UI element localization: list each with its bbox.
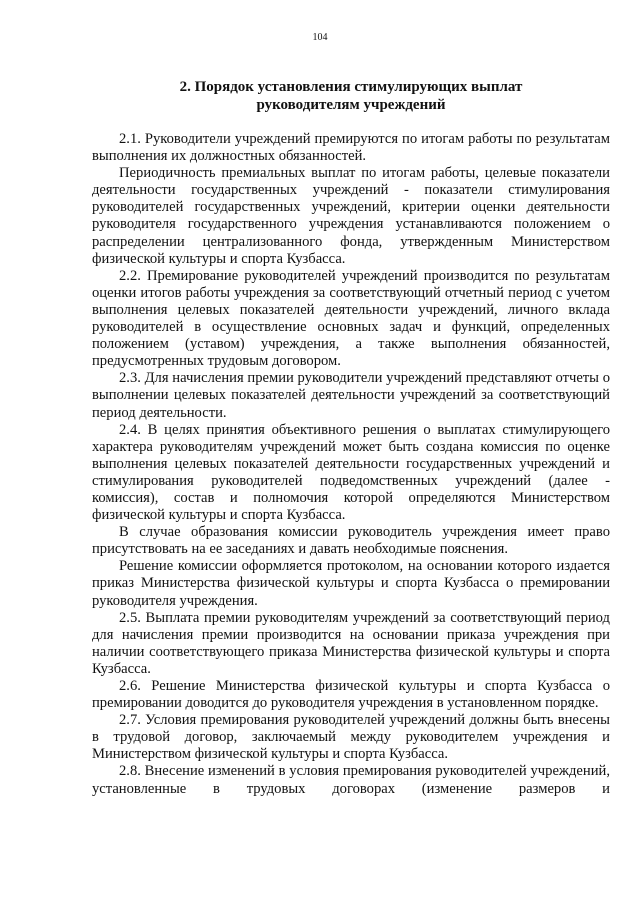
document-body — [92, 131, 610, 798]
paragraph-commission-attendance: В случае образования комиссии руководитель учреждения имеет право присутствовать на ее заседаниях и давать необходимые пояснения. — [92, 524, 610, 558]
paragraph-2-6: 2.6. Решение Министерства физической культуры и спорта Кузбасса о премировании доводится до руководителя учреждения в установленном порядке. — [92, 678, 610, 712]
section-title-line-1: 2. Порядок установления стимулирующих выплат — [179, 79, 523, 95]
paragraph-2-3: 2.3. Для начисления премии руководители учреждений представляют отчеты о выполнении целевых показателей деятельности учреждений за соответствующий период деятельности. — [92, 370, 610, 421]
paragraph-periodicity: Периодичность премиальных выплат по итогам работы, целевые показатели деятельности государственных учреждений - показатели стимулирования руководителей государственных учреждений, критерии оценки деятельности руководителя государственного учреждения устанавливаются положением о распределении централизованного фонда, утвержденным Министерством физической культуры и спорта Кузбасса. — [92, 165, 610, 267]
paragraph-2-8: 2.8. Внесение изменений в условия премирования руководителей учреждений, установленные в трудовых договорах (изменение размеров и — [92, 763, 610, 797]
paragraph-2-7: 2.7. Условия премирования руководителей учреждений должны быть внесены в трудовой договор, заключаемый между руководителем учреждения и Министерством физической культуры и спорта Кузбасса. — [92, 712, 610, 763]
section-title — [92, 78, 610, 114]
section-title-line-2: руководителям учреждений — [256, 97, 446, 113]
paragraph-2-1: 2.1. Руководители учреждений премируются по итогам работы по результатам выполнения их должностных обязанностей. — [92, 131, 610, 165]
paragraph-2-4: 2.4. В целях принятия объективного решения о выплатах стимулирующего характера руководителям учреждений может быть создана комиссия по оценке выполнения целевых показателей деятельности государственных учреждений и стимулирования руководителей подведомственных учреждений (далее - комиссия), состав и полномочия которой определяются Министерством физической культуры и спорта Кузбасса. — [92, 421, 610, 524]
paragraph-2-5: 2.5. Выплата премии руководителям учреждений за соответствующий период для начисления премии производится на основании приказа учреждения при наличии соответствующего приказа Министерства физической культуры и спорта Кузбасса. — [92, 609, 610, 677]
page-number: 104 — [312, 32, 328, 43]
paragraph-2-2: 2.2. Премирование руководителей учреждений производится по результатам оценки итогов работы учреждения за соответствующий отчетный период с учетом выполнения целевых показателей деятельности учреждений, личного вклада руководителей в осуществление основных задач и функций, определенных положением (уставом) учреждения, а также выполнения обязанностей, предусмотренных трудовым договором. — [92, 267, 610, 370]
paragraph-commission-decision: Решение комиссии оформляется протоколом, на основании которого издается приказ Министерства физической культуры и спорта Кузбасса о премировании руководителя учреждения. — [92, 558, 610, 609]
